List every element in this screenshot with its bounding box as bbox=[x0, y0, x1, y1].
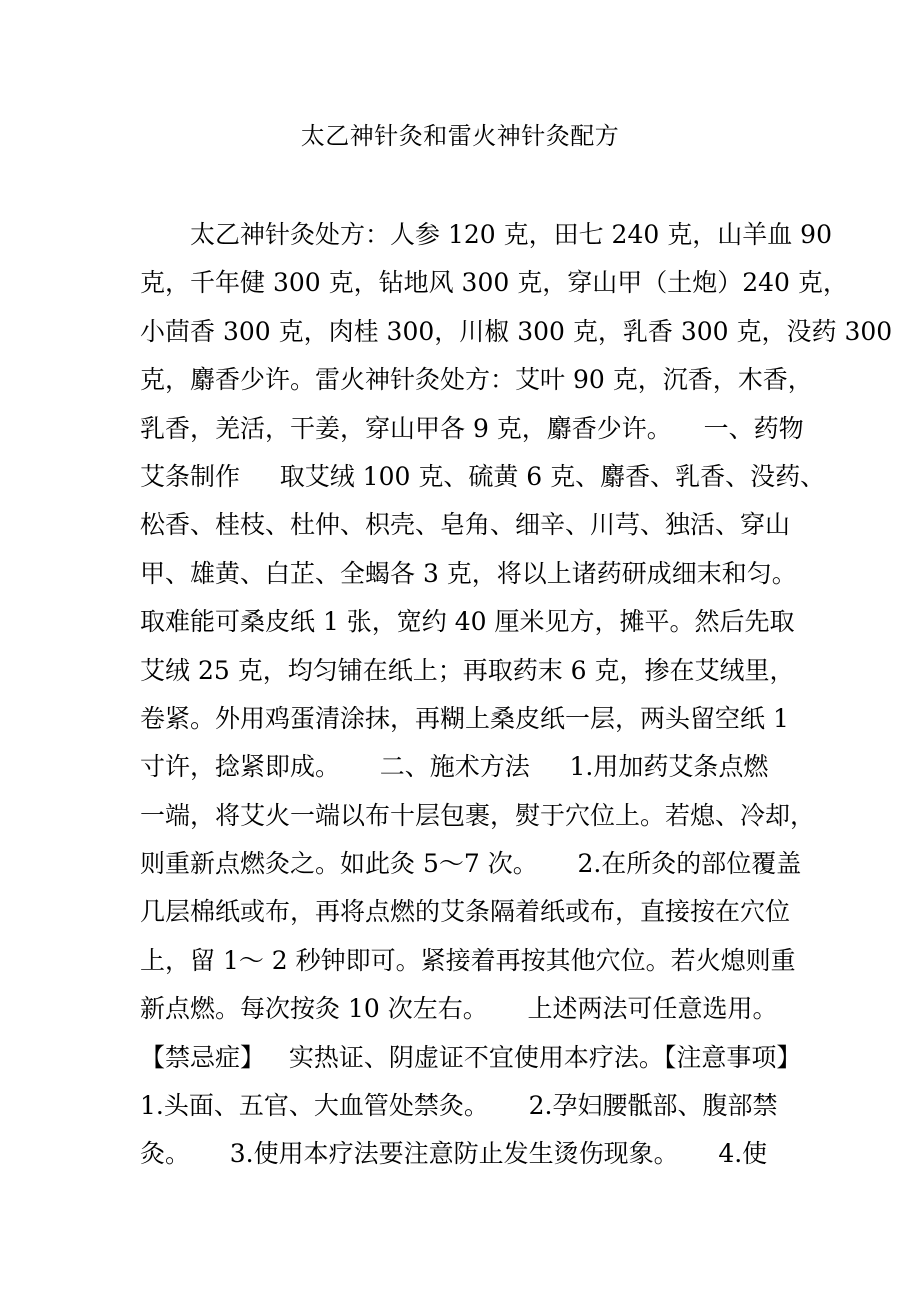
body-line: 【禁忌症】 实热证、阴虚证不宜使用本疗法。【注意事项】 bbox=[140, 1042, 802, 1072]
body-line: 1.头面、五官、大血管处禁灸。 2.孕妇腰骶部、腹部禁 bbox=[140, 1091, 778, 1121]
body-line: 寸许，捻紧即成。 二、施术方法 1.用加药艾条点燃 bbox=[140, 752, 769, 782]
body-line: 小茴香 300 克，肉桂 300，川椒 300 克，乳香 300 克，没药 300 bbox=[140, 316, 893, 346]
body-line: 乳香，羌活，干姜，穿山甲各 9 克，麝香少许。 一、药物 bbox=[140, 413, 804, 443]
body-line: 一端，将艾火一端以布十层包裹，熨于穴位上。若熄、冷却， bbox=[140, 800, 816, 830]
body-line: 卷紧。外用鸡蛋清涂抹，再糊上桑皮纸一层，两头留空纸 1 bbox=[140, 703, 789, 733]
document-body bbox=[140, 211, 893, 1179]
body-line: 几层棉纸或布，再将点燃的艾条隔着纸或布，直接按在穴位 bbox=[140, 897, 791, 927]
body-line: 上，留 1～ 2 秒钟即可。紧接着再按其他穴位。若火熄则重 bbox=[140, 945, 796, 975]
body-line: 新点燃。每次按灸 10 次左右。 上述两法可任意选用。 bbox=[140, 994, 778, 1024]
body-line: 艾条制作 取艾绒 100 克、硫黄 6 克、麝香、乳香、没药、 bbox=[140, 461, 826, 491]
document-title: 太乙神针灸和雷火神针灸配方 bbox=[300, 122, 620, 150]
body-line: 克，千年健 300 克，钻地风 300 克，穿山甲（土炮）240 克， bbox=[140, 268, 848, 298]
body-line: 取难能可桑皮纸 1 张，宽约 40 厘米见方，摊平。然后先取 bbox=[140, 607, 795, 637]
body-line: 则重新点燃灸之。如此灸 5～7 次。 2.在所灸的部位覆盖 bbox=[140, 849, 802, 879]
body-line: 松香、桂枝、杜仲、枳壳、皂角、细辛、川芎、独活、穿山 bbox=[140, 510, 791, 540]
body-line: 艾绒 25 克，均匀铺在纸上；再取药末 6 克，掺在艾绒里， bbox=[140, 655, 795, 685]
body-line: 克，麝香少许。雷火神针灸处方：艾叶 90 克，沉香，木香， bbox=[140, 365, 813, 395]
body-line: 太乙神针灸处方：人参 120 克，田七 240 克，山羊血 90 bbox=[190, 220, 832, 249]
body-line: 灸。 3.使用本疗法要注意防止发生烫伤现象。 4.使 bbox=[140, 1139, 768, 1169]
body-line: 甲、雄黄、白芷、全蝎各 3 克，将以上诸药研成细末和匀。 bbox=[140, 558, 797, 588]
